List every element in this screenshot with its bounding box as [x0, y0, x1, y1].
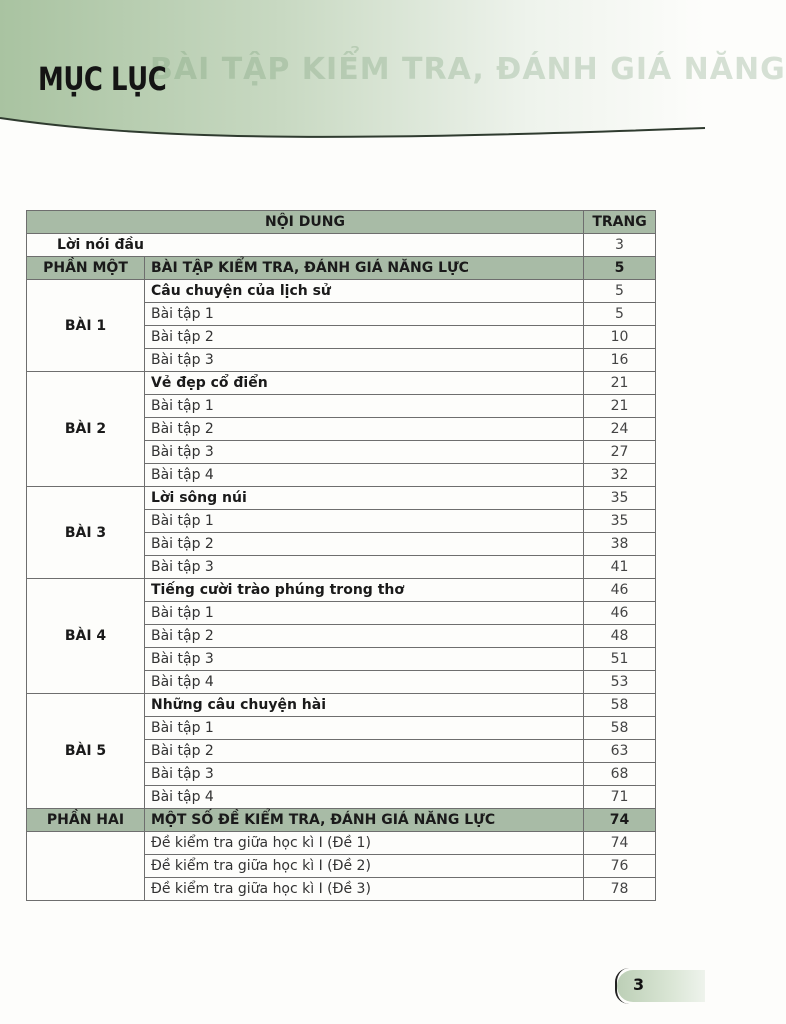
exercise-label: Bài tập 3 [145, 763, 584, 786]
part2-page: 74 [584, 809, 656, 832]
lesson-page: 5 [584, 280, 656, 303]
page-title: MỤC LỤC [38, 60, 167, 98]
lesson-title: Câu chuyện của lịch sử [145, 280, 584, 303]
exercise-label: Bài tập 2 [145, 326, 584, 349]
exercise-label: Bài tập 2 [145, 533, 584, 556]
exercise-label: Bài tập 3 [145, 648, 584, 671]
header-ghost-text: BÀI TẬP KIỂM TRA, ĐÁNH GIÁ NĂNG [150, 52, 786, 87]
exercise-page: 21 [584, 395, 656, 418]
lesson-page: 58 [584, 694, 656, 717]
lesson-label: BÀI 3 [27, 487, 145, 579]
exercise-page: 38 [584, 533, 656, 556]
exercise-page: 51 [584, 648, 656, 671]
test-page: 78 [584, 878, 656, 901]
part1-label: PHẦN MỘT [27, 257, 145, 280]
test-label: Đề kiểm tra giữa học kì I (Đề 1) [145, 832, 584, 855]
test-label: Đề kiểm tra giữa học kì I (Đề 2) [145, 855, 584, 878]
exercise-page: 35 [584, 510, 656, 533]
exercise-page: 48 [584, 625, 656, 648]
table-row-intro [27, 234, 656, 257]
table-row [27, 487, 656, 510]
exercise-label: Bài tập 1 [145, 395, 584, 418]
lesson-title: Vẻ đẹp cổ điển [145, 372, 584, 395]
exercise-page: 53 [584, 671, 656, 694]
exercise-page: 27 [584, 441, 656, 464]
table-header-row [27, 211, 656, 234]
exercise-label: Bài tập 1 [145, 510, 584, 533]
lesson-title: Lời sông núi [145, 487, 584, 510]
test-page: 76 [584, 855, 656, 878]
part1-title: BÀI TẬP KIỂM TRA, ĐÁNH GIÁ NĂNG LỰC [145, 257, 584, 280]
header-curve-decoration [0, 100, 705, 150]
lesson-title: Những câu chuyện hài [145, 694, 584, 717]
exercise-page: 5 [584, 303, 656, 326]
exercise-label: Bài tập 3 [145, 556, 584, 579]
test-label: Đề kiểm tra giữa học kì I (Đề 3) [145, 878, 584, 901]
toc-table [26, 210, 656, 901]
exercise-page: 63 [584, 740, 656, 763]
intro-label: Lời nói đầu [27, 234, 584, 257]
part2-empty-cell [27, 832, 145, 901]
test-page: 74 [584, 832, 656, 855]
lesson-page: 21 [584, 372, 656, 395]
exercise-page: 16 [584, 349, 656, 372]
page-number: 3 [633, 975, 645, 994]
lesson-label: BÀI 4 [27, 579, 145, 694]
part1-page: 5 [584, 257, 656, 280]
section-row-part1 [27, 257, 656, 280]
exercise-label: Bài tập 4 [145, 671, 584, 694]
exercise-page: 41 [584, 556, 656, 579]
exercise-label: Bài tập 3 [145, 349, 584, 372]
exercise-label: Bài tập 3 [145, 441, 584, 464]
lesson-page: 46 [584, 579, 656, 602]
exercise-page: 32 [584, 464, 656, 487]
exercise-page: 58 [584, 717, 656, 740]
exercise-label: Bài tập 4 [145, 464, 584, 487]
exercise-label: Bài tập 1 [145, 303, 584, 326]
part2-title: MỘT SỐ ĐỀ KIỂM TRA, ĐÁNH GIÁ NĂNG LỰC [145, 809, 584, 832]
exercise-label: Bài tập 1 [145, 602, 584, 625]
exercise-label: Bài tập 4 [145, 786, 584, 809]
footer-bracket [615, 968, 631, 1004]
header-content: NỘI DUNG [27, 211, 584, 234]
table-row [27, 280, 656, 303]
table-row [27, 579, 656, 602]
table-row [27, 832, 656, 855]
header-page: TRANG [584, 211, 656, 234]
exercise-page: 10 [584, 326, 656, 349]
exercise-label: Bài tập 2 [145, 625, 584, 648]
lesson-title: Tiếng cười trào phúng trong thơ [145, 579, 584, 602]
lesson-page: 35 [584, 487, 656, 510]
lesson-label: BÀI 5 [27, 694, 145, 809]
exercise-page: 71 [584, 786, 656, 809]
exercise-page: 68 [584, 763, 656, 786]
exercise-label: Bài tập 2 [145, 740, 584, 763]
table-row [27, 694, 656, 717]
exercise-label: Bài tập 1 [145, 717, 584, 740]
exercise-page: 24 [584, 418, 656, 441]
part2-label: PHẦN HAI [27, 809, 145, 832]
intro-page: 3 [584, 234, 656, 257]
section-row-part2 [27, 809, 656, 832]
exercise-label: Bài tập 2 [145, 418, 584, 441]
exercise-page: 46 [584, 602, 656, 625]
lesson-label: BÀI 1 [27, 280, 145, 372]
table-row [27, 372, 656, 395]
lesson-label: BÀI 2 [27, 372, 145, 487]
